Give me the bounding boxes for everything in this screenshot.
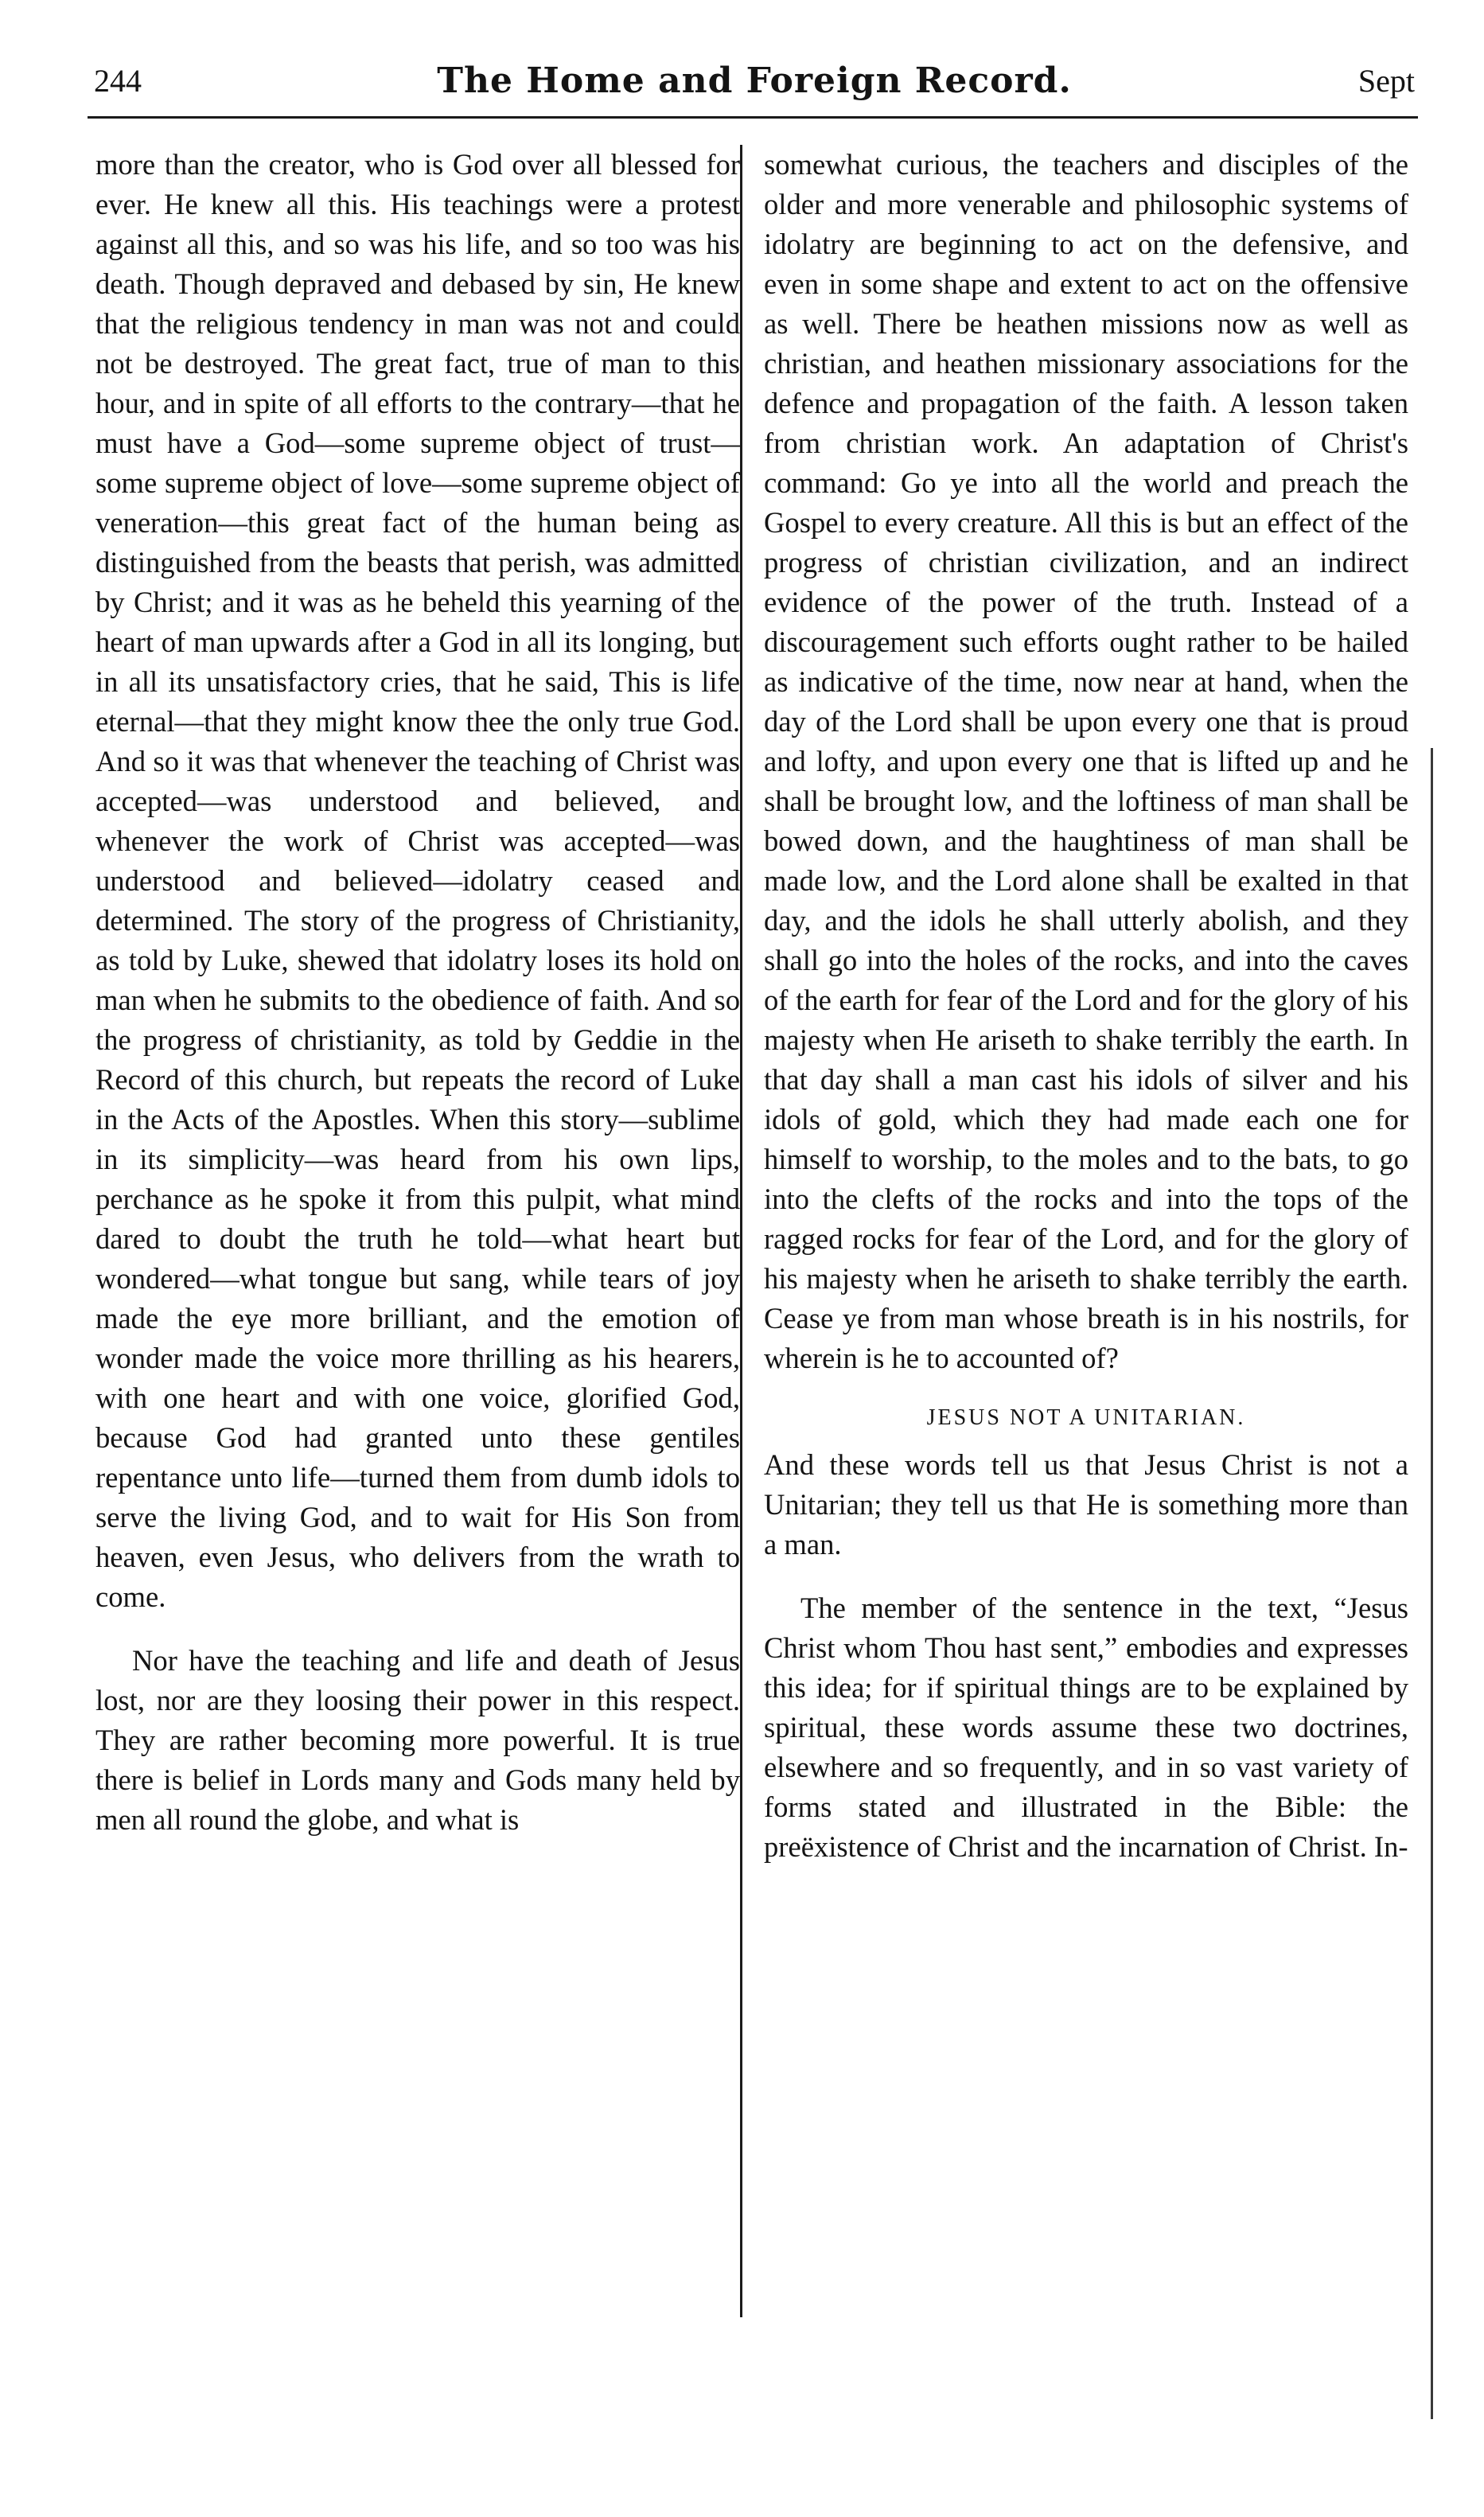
paragraph: And these words tell us that Jesus Christ is not a Unitarian; they tell us that He is something more than a man. [764, 1448, 1408, 1560]
column-divider [740, 145, 742, 2317]
section-heading: JESUS NOT A UNITARIAN. [926, 1405, 1246, 1430]
page-number: 244 [94, 63, 142, 99]
paragraph: somewhat curious, the teachers and disciples of the older and more venerable and philosophic systems of idolatry are beginning to act on the defensive, and even in some shape and extent to act on the offensive as well. There be heathen missions now as well as christian, and heathen missionary associations for the defence and propagation of the faith. A lesson taken from christian work. An adaptation of Christ's command: Go ye into all the world and preach the Gospel to every creature. All this is but an effect of the progress of christian civilization, and an indirect evidence of the power of the truth. Instead of a discouragement such efforts ought rather to be hailed as indicative of the time, now near at hand, when the day of the Lord shall be upon every one that is proud and lofty, and upon every one that is lifted up and he shall be brought low, and the loftiness of man shall be bowed down, and the haughtiness of man shall be made low, and the Lord alone shall be exalted in that day, and the idols he shall utterly abolish, and they shall go into the holes of the rocks, and into the caves of the earth for fear of the Lord and for the glory of his majesty when He ariseth to shake terribly the earth. In that day shall a man cast his idols of silver and his idols of gold, which they had made each one for himself to worship, to the moles and to the bats, to go into the clefts of the rocks and into the tops of the ragged rocks for fear of the Lord, and for the glory of his majesty when he ariseth to shake terribly the earth. Cease ye from man whose breath is in his nostrils, for wherein is he to accounted of? [764, 148, 1408, 1374]
paragraph: more than the creator, who is God over all blessed for ever. He knew all this. His teachings were a protest against all this, and so was his life, and so too was his death. Though depraved and debased by sin, He knew that the religious tendency in man was not and could not be destroyed. The great fact, true of man to this hour, and in spite of all efforts to the contrary—that he must have a God—some supreme object of trust—some supreme object of love—some supreme object of veneration—this great fact of the human being as distinguished from the beasts that perish, was admitted by Christ; and it was as he beheld this yearning of the heart of man upwards after a God in all its longing, but in all its unsatisfactory cries, that he said, This is life eternal—that they might know thee the only true God. And so it was that whenever the teaching of Christ was accepted—was understood and believed, and whenever the work of Christ was accepted—was understood and believed—idolatry ceased and determined. The story of the progress of Christianity, as told by Luke, shewed that idolatry loses its hold on man when he submits to the obedience of faith. And so the progress of christianity, as told by Geddie in the Record of this church, but repeats the record of Luke in the Acts of the Apostles. When this story—sublime in its simplicity—was heard from his own lips, perchance as he spoke it from this pulpit, what mind dared to doubt the truth he told—what heart but wondered—what tongue but sang, while tears of joy made the eye more brilliant, and the emotion of wonder made the voice more thrilling as his hearers, with one heart and with one voice, glorified God, because God had granted unto these gentiles repentance unto life—turned them from dumb idols to serve the living God, and to wait for His Son from heaven, even Jesus, who delivers from the wrath to come. [95, 148, 740, 1613]
paragraph: The member of the sentence in the text, “Jesus Christ whom Thou hast sent,” embodies and expresses this idea; for if spiritual things are to be explained by spiritual, these words assume these two doctrines, elsewhere and so frequently, and in so vast variety of forms stated and illustrated in the Bible: the preëxistence of Christ and the incarnation of Christ. In- [764, 1592, 1408, 1863]
running-title: The Home and Foreign Record. [437, 60, 1072, 101]
header-rule [88, 116, 1418, 119]
running-month: Sept [1357, 63, 1415, 99]
page-header [94, 49, 1415, 113]
left-column [95, 145, 740, 1840]
page-edge-rule [1431, 748, 1433, 2419]
right-column [764, 145, 1408, 1867]
paragraph: Nor have the teaching and life and death of Jesus lost, nor are they loosing their power in this respect. They are rather becoming more powerful. It is true there is belief in Lords many and Gods many held by men all round the globe, and what is [95, 1644, 740, 1836]
